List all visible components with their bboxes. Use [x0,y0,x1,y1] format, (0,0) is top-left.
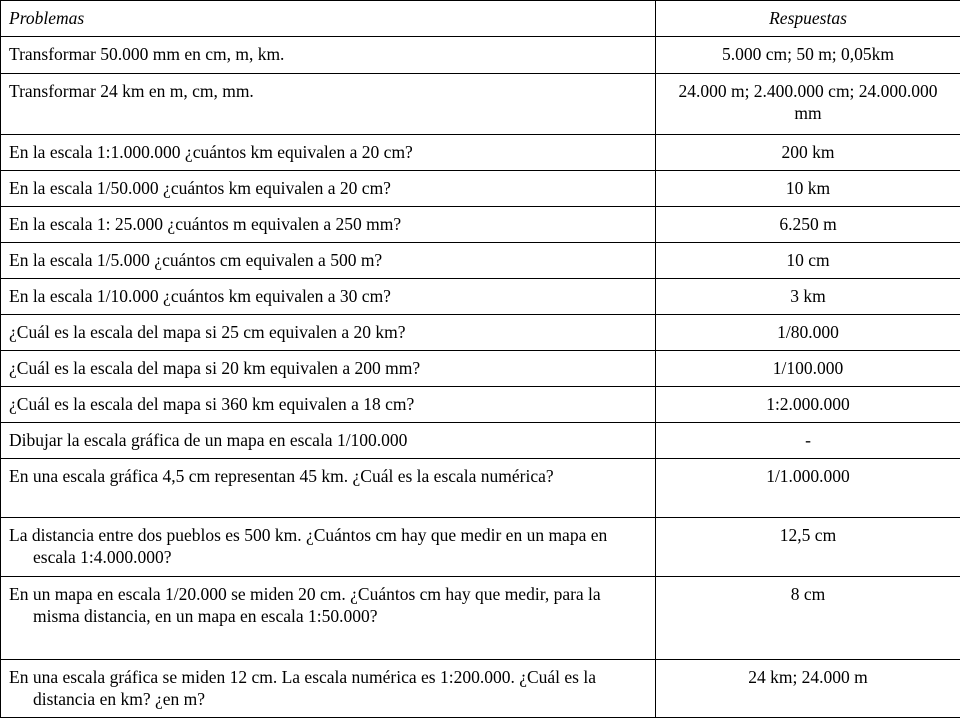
problem-cell [1,459,656,518]
problem-cell [1,518,656,577]
problem-cell [1,171,656,207]
answer-cell: 1/100.000 [656,351,960,387]
answer-cell: 24 km; 24.000 m [656,660,960,718]
problem-text: En una escala gráfica se miden 12 cm. La escala numérica es 1:200.000. ¿Cuál es la distancia en km? ¿en m? [9,667,596,709]
table-row [1,279,960,315]
problem-cell [1,279,656,315]
answer-cell: 6.250 m [656,207,960,243]
problem-text: ¿Cuál es la escala del mapa si 360 km equivalen a 18 cm? [9,394,415,414]
table-row [1,577,960,660]
answer-cell: 12,5 cm [656,518,960,577]
problem-text: En la escala 1: 25.000 ¿cuántos m equivalen a 250 mm? [9,214,402,234]
problem-cell [1,423,656,459]
problem-cell [1,315,656,351]
problem-text: En la escala 1/50.000 ¿cuántos km equivalen a 20 cm? [9,178,391,198]
answer-cell: 1/80.000 [656,315,960,351]
answer-cell: 3 km [656,279,960,315]
answer-cell: 200 km [656,135,960,171]
problem-text: En la escala 1/5.000 ¿cuántos cm equivalen a 500 m? [9,250,383,270]
problem-text: Transformar 50.000 mm en cm, m, km. [9,44,285,64]
problem-text: Dibujar la escala gráfica de un mapa en escala 1/100.000 [9,430,408,450]
problem-cell [1,207,656,243]
answer-cell: 5.000 cm; 50 m; 0,05km [656,37,960,74]
problem-cell [1,660,656,718]
header-row [1,1,960,37]
table-row [1,171,960,207]
answer-cell: 1:2.000.000 [656,387,960,423]
problem-text: Transformar 24 km en m, cm, mm. [9,81,254,101]
table-row [1,660,960,718]
table-row [1,518,960,577]
table-row [1,423,960,459]
header-answers: Respuestas [656,1,960,37]
problem-cell [1,243,656,279]
problem-cell [1,387,656,423]
table-row [1,135,960,171]
answer-cell: - [656,423,960,459]
table-row [1,387,960,423]
problem-text: ¿Cuál es la escala del mapa si 20 km equivalen a 200 mm? [9,358,421,378]
problem-cell [1,37,656,74]
table-row [1,243,960,279]
answer-cell: 10 km [656,171,960,207]
table-row [1,459,960,518]
problem-cell [1,135,656,171]
problem-text: En un mapa en escala 1/20.000 se miden 20 cm. ¿Cuántos cm hay que medir, para la misma distancia, en un mapa en escala 1:50.000? [9,584,601,626]
table-row [1,207,960,243]
answer-cell: 8 cm [656,577,960,660]
problem-cell [1,74,656,135]
answer-cell: 1/1.000.000 [656,459,960,518]
problem-cell [1,351,656,387]
problem-text: En la escala 1/10.000 ¿cuántos km equivalen a 30 cm? [9,286,391,306]
problem-text: En la escala 1:1.000.000 ¿cuántos km equivalen a 20 cm? [9,142,413,162]
answer-cell: 10 cm [656,243,960,279]
problem-cell [1,577,656,660]
header-problems: Problemas [1,1,656,37]
table-row [1,37,960,74]
problem-text: En una escala gráfica 4,5 cm representan 45 km. ¿Cuál es la escala numérica? [9,466,554,486]
problem-text: La distancia entre dos pueblos es 500 km. ¿Cuántos cm hay que medir en un mapa en escala 1:4.000.000? [9,525,608,567]
table-row [1,351,960,387]
table-row [1,315,960,351]
answer-cell: 24.000 m; 2.400.000 cm; 24.000.000 mm [656,74,960,135]
problem-text: ¿Cuál es la escala del mapa si 25 cm equivalen a 20 km? [9,322,406,342]
table-row [1,74,960,135]
